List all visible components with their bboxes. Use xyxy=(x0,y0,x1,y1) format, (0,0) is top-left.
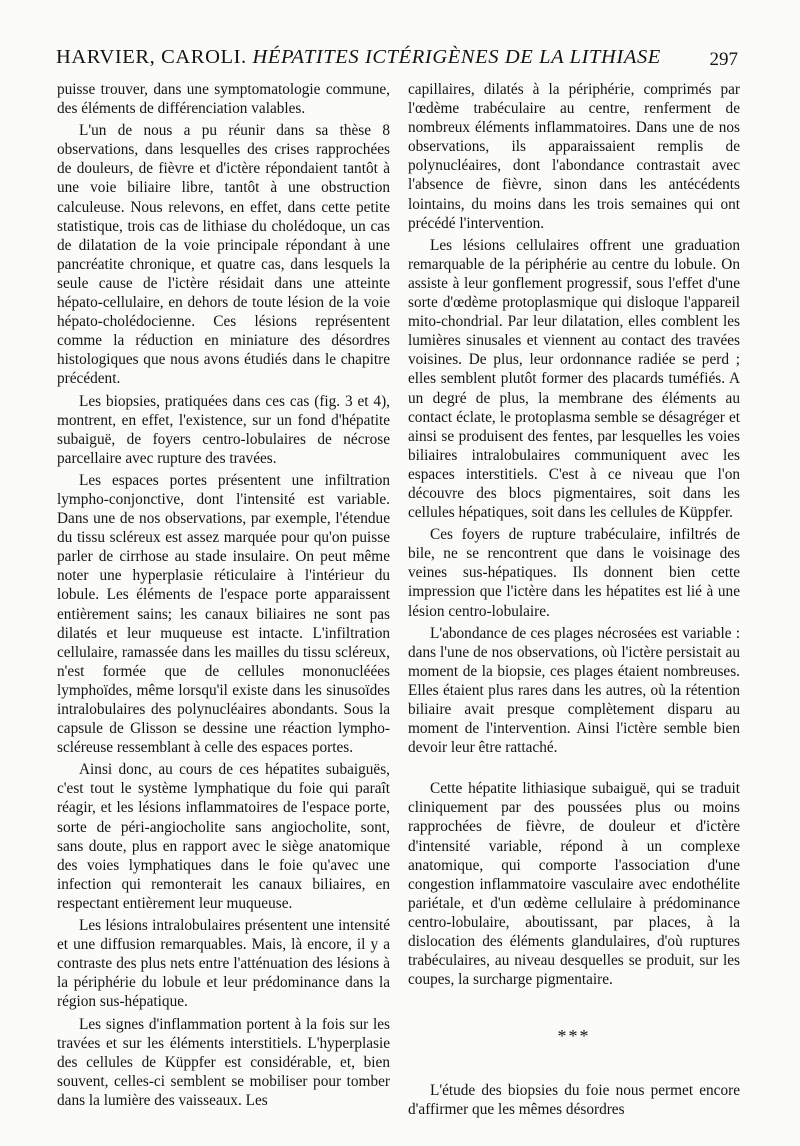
page-number: 297 xyxy=(709,49,738,70)
paragraph: Les lésions intralobulaires présentent une intensité et une diffusion remarquables. Mais, là encore, il y a contraste des plus nets entre l'atténuation des lésions à la périphérie du lobule et leur prédominance dans la région sus-hépatique. xyxy=(57,917,390,1011)
paragraph: Les signes d'inflammation portent à la fois sur les travées et sur les éléments interstitiels. L'hyperplasie des cellules de Küppfer est considérable, et, bien souvent, celles-ci semblent se mobiliser pour tomber dans la lumière des vaisseaux. Les xyxy=(57,1015,390,1109)
header-authors: HARVIER, CAROLI. xyxy=(56,46,247,68)
paragraph: Ainsi donc, au cours de ces hépatites subaiguës, c'est tout le système lymphatique du foie qui paraît réagir, et les lésions inflammatoires de l'espace porte, sorte de péri-angiocholite sans angiocholite, sont, sans doute, plus en rapport avec le siège anatomique des voies lymphatiques dans le foie qu'avec une infection qui remonterait les canaux biliaires, en respectant entièrement leur muqueuse. xyxy=(57,761,390,912)
paragraph: Les lésions cellulaires offrent une graduation remarquable de la périphérie au centre du lobule. On assiste à leur gonflement progressif, sous l'effet d'une sorte d'œdème protoplasmique qui disloque l'appareil mito-chondrial. Par leur dilatation, elles comblent les lumières sinusales et viennent au contact des travées voisines. De plus, leur ordonnance radiée se perd ; elles semblent plutôt former des placards tuméfiés. A un degré de plus, la membrane des éléments au contact éclate, le protoplasma semble se désagréger et ainsi se produisent des fentes, par lesquelles les voies biliaires intralobulaires communiquent avec les espaces interstitiels. C'est à ce niveau que l'on découvre des blocs pigmentaires, soit dans les cellules hépatiques, soit dans les cellules de Küppfer. xyxy=(408,236,740,522)
paragraph: L'abondance de ces plages nécrosées est variable : dans l'une de nos observations, où l'ictère persistait au moment de la biopsie, ces plages étaient nombreuses. Elles étaient plus rares dans les autres, où la rétention biliaire avait presque complètement disparu au moment de l'intervention. Ainsi l'ictère semble bien devoir leur être rattaché. xyxy=(408,624,740,757)
asterism: *** xyxy=(557,1026,591,1047)
paragraph: capillaires, dilatés à la périphérie, comprimés par l'œdème trabéculaire au centre, renferment de nombreux éléments inflammatoires. Dans une de nos observations, ils apparaissaient remplis de polynucléaires, dont l'abondance contrastait avec l'absence de fièvre, sinon dans les antécédents lointains, du moins dans les trois semaines qui ont précédé l'intervention. xyxy=(408,81,740,232)
paragraph: Les espaces portes présentent une infiltration lympho-conjonctive, dont l'intensité est variable. Dans une de nos observations, par exemple, l'étendue du tissu scléreux est assez marquée pour qu'on puisse parler de cirrhose au stade insulaire. On peut même noter une hyperplasie réticulaire à l'intérieur du lobule. Les éléments de l'espace porte apparaissent entièrement sains; les canaux biliaires ne sont pas dilatés et leur muqueuse est intacte. L'infiltration cellulaire, ramassée dans les mailles du tissu scléreux, n'est formée que de cellules mononucléées lymphoïdes, même lorsqu'il existe dans les sinusoïdes intralobulaires des polynucléaires abondants. Sous la capsule de Glisson se dessine une réaction lympho-scléreuse ressemblant à celle des espaces portes. xyxy=(57,471,390,757)
right-column xyxy=(408,80,740,1120)
paragraph: puisse trouver, dans une symptomatologie commune, des éléments de différenciation valables. xyxy=(57,81,390,118)
summary-paragraph: Cette hépatite lithiasique subaiguë, qui se traduit cliniquement par des poussées plus ou moins rapprochées de fièvre, de douleur et d'ictère d'intensité variable, répond à un complexe anatomique, qui comporte l'association d'une congestion inflammatoire vasculaire avec endothélite pariétale, et d'un œdème cellulaire à prédominance centro-lobulaire, aboutissant, par places, à la dislocation des éléments glandulaires, d'où ruptures trabéculaires, au niveau desquelles se produit, sur les coupes, la surcharge pigmentaire. xyxy=(408,780,740,989)
left-column xyxy=(57,80,390,1110)
paragraph: Les biopsies, pratiquées dans ces cas (fig. 3 et 4), montrent, en effet, l'existence, sur un fond d'hépatite subaiguë, de foyers centro-lobulaires de nécrose parcellaire avec rupture des travées. xyxy=(57,392,390,467)
header-title: HÉPATITES ICTÉRIGÈNES DE LA LITHIASE xyxy=(252,46,661,68)
paragraph: Ces foyers de rupture trabéculaire, infiltrés de bile, ne se rencontrent que dans le voisinage des veines sus-hépatiques. Ils donnent bien cette impression que l'ictère dans les hépatites est lié à une lésion centro-lobulaire. xyxy=(408,526,740,620)
paragraph: L'un de nous a pu réunir dans sa thèse 8 observations, dans lesquelles des crises rapprochées de douleurs, de fièvre et d'ictère répondaient tantôt à une voie biliaire libre, tantôt à une obstruction calculeuse. Nous relevons, en effet, dans cette petite statistique, trois cas de lithiase du cholédoque, un cas de dilatation de la voie principale répondant à une pancréatite chronique, et quatre cas, dans lesquels la seule cause de l'ictère résidait dans une atteinte hépato-cellulaire, en dehors de toute lésion de la voie hépato-cholédocienne. Ces lésions représentent comme la réduction en miniature des désordres histologiques que nous avons étudiés dans le chapitre précédent. xyxy=(57,122,390,388)
asterism-separator xyxy=(408,1025,740,1047)
running-header xyxy=(56,46,740,76)
paragraph: L'étude des biopsies du foie nous permet encore d'affirmer que les mêmes désordres xyxy=(408,1082,740,1119)
running-title xyxy=(56,46,661,69)
